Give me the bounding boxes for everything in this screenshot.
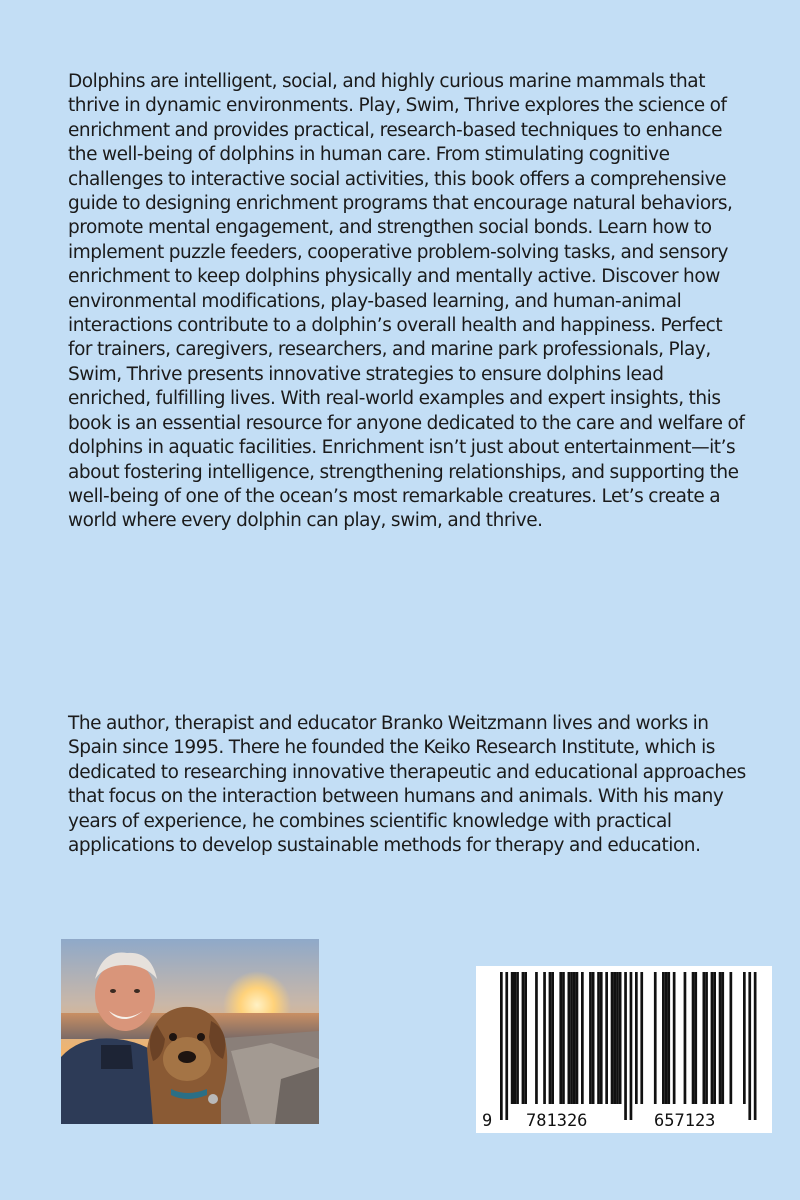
barcode-bar (640, 972, 643, 1104)
barcode-prefix-digit: 9 (482, 1111, 493, 1131)
barcode-bar (730, 972, 733, 1104)
barcode-bar (605, 972, 608, 1104)
barcode-bar (630, 972, 633, 1120)
barcode-bar (635, 972, 638, 1104)
barcode-bar (600, 972, 603, 1104)
barcode-bar (654, 972, 657, 1104)
barcode-bar (549, 972, 552, 1104)
barcode-bar (576, 972, 579, 1104)
barcode-bar (597, 972, 600, 1104)
barcode-bar (748, 972, 751, 1120)
barcode-bar (611, 972, 614, 1104)
barcode-bar (665, 972, 668, 1104)
barcode-bar (667, 972, 670, 1104)
barcode-bar (754, 972, 757, 1120)
barcode-bar (592, 972, 595, 1104)
barcode-left-digits: 781326 (526, 1111, 588, 1131)
barcode-bar (713, 972, 716, 1104)
barcode-bar (694, 972, 697, 1104)
barcode-bar (551, 972, 554, 1104)
barcode-bar (535, 972, 538, 1104)
barcode-bar (516, 972, 519, 1104)
author-bio: The author, therapist and educator Branko Weitzmann lives and works in Spain since 1995. There he founded the Keiko Research Institute, which is dedicated to researching innovative therapeutic and educational approaches that focus on the interaction between humans and animals. With his many years of experience, he combines scientific knowledge with practical applications to develop sustainable methods for therapy and education. (68, 713, 746, 857)
barcode-bar (721, 972, 724, 1104)
barcode-bar (705, 972, 708, 1104)
barcode-bar (662, 972, 665, 1104)
barcode-bar (589, 972, 592, 1104)
barcode-bar (559, 972, 562, 1104)
barcode-bar (581, 972, 584, 1104)
isbn-barcode (476, 966, 772, 1133)
barcode-bar (613, 972, 616, 1104)
barcode-bar (562, 972, 565, 1104)
barcode-graphic (476, 966, 772, 1133)
barcode-bar (703, 972, 706, 1104)
book-description: Dolphins are intelligent, social, and highly curious marine mammals that thrive in dynamic environments. Play, Swim, Thrive explores the science of enrichment and provides practical, research-based techniques to enhance the well-being of dolphins in human care. From stimulating cognitive challenges to interactive social activities, this book offers a comprehensive guide to designing enrichment programs that encourage natural behaviors, promote mental engagement, and strengthen social bonds. Learn how to implement puzzle feeders, cooperative problem-solving tasks, and sensory enrichment to keep dolphins physically and mentally active. Discover how environmental modifications, play-based learning, and human-animal interactions contribute to a dolphin’s overall health and happiness. Perfect for trainers, caregivers, researchers, and marine park professionals, Play, Swim, Thrive presents innovative strategies to ensure dolphins lead enriched, fulfilling lives. With real-world examples and expert insights, this book is an essential resource for anyone dedicated to the care and welfare of dolphins in aquatic facilities. Enrichment isn’t just about entertainment—it’s about fostering intelligence, strengthening relationships, and supporting the well-being of one of the ocean’s most remarkable creatures. Let’s create a world where every dolphin can play, swim, and thrive. (68, 71, 745, 532)
barcode-bar (543, 972, 546, 1104)
barcode-bar (568, 972, 571, 1104)
barcode-bar (500, 972, 503, 1120)
barcode-bar (570, 972, 573, 1104)
barcode-bar (684, 972, 687, 1104)
barcode-bar (743, 972, 746, 1104)
barcode-bar (514, 972, 517, 1104)
barcode-right-digits: 657123 (654, 1111, 716, 1131)
barcode-bar (573, 972, 576, 1104)
author-photo (61, 939, 319, 1124)
barcode-bar (522, 972, 525, 1104)
barcode-bar (524, 972, 527, 1104)
barcode-bar (692, 972, 695, 1104)
barcode-bar (505, 972, 508, 1120)
barcode-bar (719, 972, 722, 1104)
barcode-bar (711, 972, 714, 1104)
barcode-bar (511, 972, 514, 1104)
author-with-dog-image (61, 939, 319, 1124)
barcode-bar (673, 972, 676, 1104)
barcode-bar (616, 972, 619, 1104)
barcode-bar (624, 972, 627, 1120)
barcode-bars (500, 972, 757, 1120)
barcode-bar (619, 972, 622, 1104)
